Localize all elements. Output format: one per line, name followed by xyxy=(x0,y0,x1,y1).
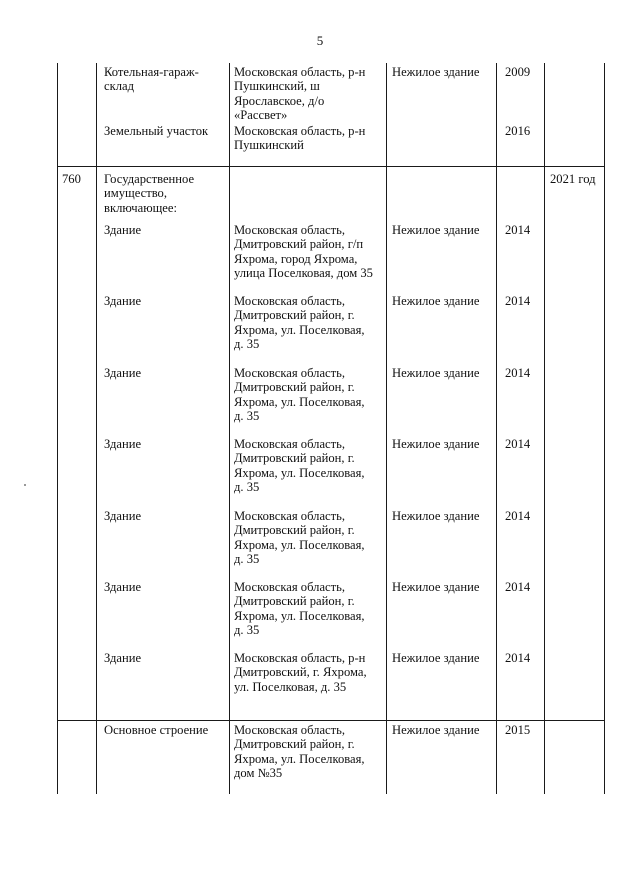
cell-address: Московская область, Дмитровский район, г. Яхрома, ул. Поселковая, д. 35 xyxy=(234,580,365,638)
cell-year: 2014 xyxy=(505,294,531,308)
cell-address: Московская область, р-н Пушкинский, ш Ярославское, д/о «Рассвет» xyxy=(234,65,366,123)
cell-type: Нежилое здание xyxy=(392,223,480,237)
cell-type: Нежилое здание xyxy=(392,509,480,523)
cell-name: Здание xyxy=(104,366,142,380)
cell-name: Здание xyxy=(104,437,142,451)
cell-address: Московская область, Дмитровский район, г. Яхрома, ул. Поселковая, д. 35 xyxy=(234,366,365,424)
cell-name: Государственное имущество, включающее: xyxy=(104,172,195,215)
cell-year: 2014 xyxy=(505,580,531,594)
table-border-right xyxy=(604,63,605,794)
cell-address: Московская область, р-н Пушкинский xyxy=(234,124,366,153)
column-divider xyxy=(96,63,97,794)
cell-type: Нежилое здание xyxy=(392,437,480,451)
cell-year: 2014 xyxy=(505,366,531,380)
cell-name: Котельная-гараж- склад xyxy=(104,65,199,94)
cell-name: Основное строение xyxy=(104,723,209,737)
cell-name: Здание xyxy=(104,294,142,308)
cell-type: Нежилое здание xyxy=(392,723,480,737)
cell-name: Земельный участок xyxy=(104,124,209,138)
cell-number: 760 xyxy=(62,172,81,186)
cell-type: Нежилое здание xyxy=(392,651,480,665)
column-divider xyxy=(386,63,387,794)
column-divider xyxy=(496,63,497,794)
cell-address: Московская область, р-н Дмитровский, г. Яхрома, ул. Поселковая, д. 35 xyxy=(234,651,367,694)
cell-year: 2014 xyxy=(505,223,531,237)
column-divider xyxy=(229,63,230,794)
cell-type: Нежилое здание xyxy=(392,366,480,380)
row-divider xyxy=(57,166,605,167)
cell-address: Московская область, Дмитровский район, г/п Яхрома, город Яхрома, улица Поселковая, дом 35 xyxy=(234,223,373,281)
cell-type: Нежилое здание xyxy=(392,294,480,308)
cell-address: Московская область, Дмитровский район, г. Яхрома, ул. Поселковая, д. 35 xyxy=(234,437,365,495)
cell-type: Нежилое здание xyxy=(392,65,480,79)
page-number: 5 xyxy=(316,33,324,48)
cell-term: 2021 год xyxy=(550,172,596,186)
cell-address: Московская область, Дмитровский район, г. Яхрома, ул. Поселковая, д. 35 xyxy=(234,294,365,352)
cell-year: 2015 xyxy=(505,723,531,737)
row-divider xyxy=(57,720,605,721)
cell-name: Здание xyxy=(104,651,142,665)
cell-year: 2009 xyxy=(505,65,531,79)
cell-type: Нежилое здание xyxy=(392,580,480,594)
cell-year: 2014 xyxy=(505,651,531,665)
column-divider xyxy=(544,63,545,794)
cell-year: 2014 xyxy=(505,509,531,523)
table-border-left xyxy=(57,63,58,794)
cell-year: 2014 xyxy=(505,437,531,451)
cell-year: 2016 xyxy=(505,124,531,138)
cell-address: Московская область, Дмитровский район, г. Яхрома, ул. Поселковая, дом №35 xyxy=(234,723,365,781)
cell-name: Здание xyxy=(104,580,142,594)
cell-address: Московская область, Дмитровский район, г. Яхрома, ул. Поселковая, д. 35 xyxy=(234,509,365,567)
cell-name: Здание xyxy=(104,509,142,523)
scan-speck xyxy=(24,484,26,486)
cell-name: Здание xyxy=(104,223,142,237)
